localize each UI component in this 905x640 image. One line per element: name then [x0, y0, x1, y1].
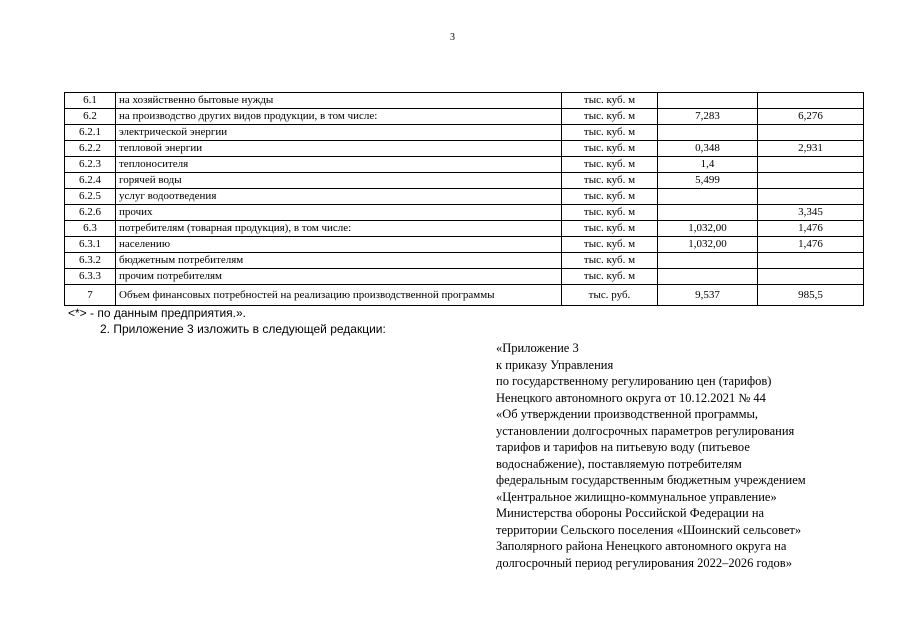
row-unit-cell: тыс. куб. м — [562, 221, 658, 237]
appendix-line: по государственному регулированию цен (тарифов) — [496, 374, 772, 388]
table-row — [65, 173, 864, 189]
row-name-cell: Объем финансовых потребностей на реализацию производственной программы — [116, 285, 562, 306]
table-row — [65, 221, 864, 237]
row-unit-cell: тыс. куб. м — [562, 125, 658, 141]
row-value-2-cell — [758, 125, 864, 141]
row-unit-cell: тыс. руб. — [562, 285, 658, 306]
row-number-cell: 6.3 — [65, 221, 116, 237]
row-value-2-cell — [758, 189, 864, 205]
row-name-cell: прочих — [116, 205, 562, 221]
row-number-cell: 6.2.2 — [65, 141, 116, 157]
row-value-2-cell: 1,476 — [758, 221, 864, 237]
appendix-line: территории Сельского поселения «Шоинский сельсовет» — [496, 522, 802, 537]
row-value-2-cell: 3,345 — [758, 205, 864, 221]
row-value-2-cell — [758, 269, 864, 285]
row-value-1-cell — [658, 253, 758, 269]
row-value-2-cell: 1,476 — [758, 237, 864, 253]
row-value-1-cell: 1,4 — [658, 157, 758, 173]
appendix-line: «Центральное жилищно-коммунальное управление» — [496, 489, 777, 504]
row-name-cell: электрической энергии — [116, 125, 562, 141]
row-number-cell: 6.2.5 — [65, 189, 116, 205]
row-unit-cell: тыс. куб. м — [562, 93, 658, 109]
row-unit-cell: тыс. куб. м — [562, 269, 658, 285]
table-row — [65, 269, 864, 285]
paragraph-instruction: 2. Приложение 3 изложить в следующей редакции: — [100, 322, 386, 336]
row-unit-cell: тыс. куб. м — [562, 205, 658, 221]
table-row — [65, 205, 864, 221]
row-unit-cell: тыс. куб. м — [562, 253, 658, 269]
row-name-cell: услуг водоотведения — [116, 189, 562, 205]
row-value-1-cell: 9,537 — [658, 285, 758, 306]
row-value-1-cell — [658, 269, 758, 285]
appendix-line: «Приложение 3 — [496, 341, 579, 355]
row-number-cell: 6.3.2 — [65, 253, 116, 269]
row-number-cell: 6.3.3 — [65, 269, 116, 285]
row-unit-cell: тыс. куб. м — [562, 189, 658, 205]
row-name-cell: прочим потребителям — [116, 269, 562, 285]
row-value-1-cell: 1,032,00 — [658, 237, 758, 253]
appendix-line: Заполярного района Ненецкого автономного округа на — [496, 539, 787, 553]
appendix-line: долгосрочный период регулирования 2022–2026 годов» — [496, 555, 792, 570]
row-value-2-cell — [758, 157, 864, 173]
row-value-1-cell — [658, 189, 758, 205]
row-value-2-cell — [758, 253, 864, 269]
row-number-cell: 7 — [65, 285, 116, 306]
appendix-line: установлении долгосрочных параметров регулирования — [496, 423, 795, 438]
table-row — [65, 285, 864, 306]
appendix-line: к приказу Управления — [496, 357, 614, 372]
row-value-2-cell: 6,276 — [758, 109, 864, 125]
row-unit-cell: тыс. куб. м — [562, 109, 658, 125]
row-name-cell: на хозяйственно бытовые нужды — [116, 93, 562, 109]
row-value-1-cell: 7,283 — [658, 109, 758, 125]
row-value-2-cell: 2,931 — [758, 141, 864, 157]
row-name-cell: на производство других видов продукции, в том числе: — [116, 109, 562, 125]
row-number-cell: 6.2.1 — [65, 125, 116, 141]
appendix-line: «Об утверждении производственной программы, — [496, 407, 759, 421]
appendix-line: водоснабжение), поставляемую потребителям — [496, 456, 742, 471]
row-unit-cell: тыс. куб. м — [562, 141, 658, 157]
row-number-cell: 6.1 — [65, 93, 116, 109]
row-number-cell: 6.2.3 — [65, 157, 116, 173]
table-row — [65, 109, 864, 125]
row-value-1-cell — [658, 205, 758, 221]
footnote: <*> - по данным предприятия.». — [68, 306, 246, 320]
row-number-cell: 6.3.1 — [65, 237, 116, 253]
table-row — [65, 237, 864, 253]
row-value-1-cell — [658, 93, 758, 109]
row-name-cell: населению — [116, 237, 562, 253]
table-row — [65, 157, 864, 173]
row-unit-cell: тыс. куб. м — [562, 157, 658, 173]
row-unit-cell: тыс. куб. м — [562, 237, 658, 253]
row-number-cell: 6.2.4 — [65, 173, 116, 189]
row-name-cell: теплоносителя — [116, 157, 562, 173]
page-number: 3 — [450, 32, 455, 43]
appendix-line: федеральным государственным бюджетным учреждением — [496, 473, 806, 487]
row-value-2-cell: 985,5 — [758, 285, 864, 306]
appendix-header-block — [496, 340, 876, 571]
table-row — [65, 189, 864, 205]
row-name-cell: горячей воды — [116, 173, 562, 189]
table-row — [65, 125, 864, 141]
row-value-2-cell — [758, 93, 864, 109]
data-table — [64, 92, 864, 306]
row-value-1-cell — [658, 125, 758, 141]
row-name-cell: потребителям (товарная продукция), в том числе: — [116, 221, 562, 237]
row-name-cell: тепловой энергии — [116, 141, 562, 157]
row-value-1-cell: 1,032,00 — [658, 221, 758, 237]
row-value-2-cell — [758, 173, 864, 189]
row-value-1-cell: 5,499 — [658, 173, 758, 189]
table-row — [65, 253, 864, 269]
row-value-1-cell: 0,348 — [658, 141, 758, 157]
appendix-line: тарифов и тарифов на питьевую воду (питьевое — [496, 440, 750, 454]
table-row — [65, 93, 864, 109]
table-row — [65, 141, 864, 157]
row-number-cell: 6.2.6 — [65, 205, 116, 221]
row-unit-cell: тыс. куб. м — [562, 173, 658, 189]
row-number-cell: 6.2 — [65, 109, 116, 125]
appendix-line: Министерства обороны Российской Федерации на — [496, 506, 765, 520]
row-name-cell: бюджетным потребителям — [116, 253, 562, 269]
appendix-line: Ненецкого автономного округа от 10.12.2021 № 44 — [496, 390, 766, 405]
